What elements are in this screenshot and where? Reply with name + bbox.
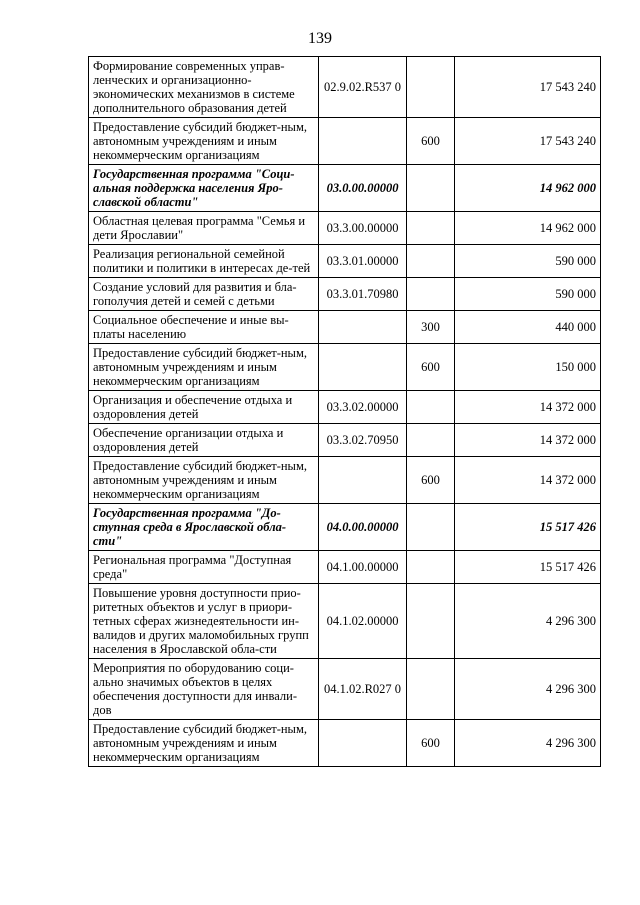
budget-table-body bbox=[89, 57, 601, 767]
table-row bbox=[89, 584, 601, 659]
row-name: Предоставление субсидий бюджет-ным, автономным учреждениям и иным некоммерческим организациям bbox=[89, 118, 319, 165]
row-code bbox=[319, 311, 407, 344]
row-expense-type bbox=[407, 212, 455, 245]
row-code: 03.3.00.00000 bbox=[319, 212, 407, 245]
row-amount: 15 517 426 bbox=[455, 504, 601, 551]
table-row bbox=[89, 57, 601, 118]
row-code: 04.1.02.R027 0 bbox=[319, 659, 407, 720]
table-row bbox=[89, 311, 601, 344]
row-expense-type: 600 bbox=[407, 457, 455, 504]
row-amount: 150 000 bbox=[455, 344, 601, 391]
row-expense-type: 600 bbox=[407, 118, 455, 165]
row-code: 02.9.02.R537 0 bbox=[319, 57, 407, 118]
row-amount: 14 372 000 bbox=[455, 457, 601, 504]
row-name: Реализация региональной семейной политики и политики в интересах де-тей bbox=[89, 245, 319, 278]
row-expense-type: 600 bbox=[407, 720, 455, 767]
row-expense-type bbox=[407, 165, 455, 212]
row-amount: 14 962 000 bbox=[455, 165, 601, 212]
row-expense-type bbox=[407, 551, 455, 584]
table-row bbox=[89, 551, 601, 584]
row-amount: 4 296 300 bbox=[455, 659, 601, 720]
row-amount: 4 296 300 bbox=[455, 584, 601, 659]
table-row bbox=[89, 118, 601, 165]
row-code: 03.3.01.00000 bbox=[319, 245, 407, 278]
table-row bbox=[89, 720, 601, 767]
row-amount: 590 000 bbox=[455, 278, 601, 311]
row-name: Мероприятия по оборудованию соци-ально значимых объектов в целях обеспечения доступности для инвали-дов bbox=[89, 659, 319, 720]
row-amount: 17 543 240 bbox=[455, 57, 601, 118]
row-name: Региональная программа "Доступная среда" bbox=[89, 551, 319, 584]
row-name: Организация и обеспечение отдыха и оздоровления детей bbox=[89, 391, 319, 424]
row-code: 03.3.02.00000 bbox=[319, 391, 407, 424]
row-name: Социальное обеспечение и иные вы-платы населению bbox=[89, 311, 319, 344]
row-code bbox=[319, 118, 407, 165]
row-code: 04.0.00.00000 bbox=[319, 504, 407, 551]
row-name: Формирование современных управ-ленческих и организационно-экономических механизмов в системе дополнительного образования детей bbox=[89, 57, 319, 118]
row-expense-type bbox=[407, 57, 455, 118]
row-expense-type bbox=[407, 659, 455, 720]
row-amount: 14 372 000 bbox=[455, 424, 601, 457]
row-code: 03.0.00.00000 bbox=[319, 165, 407, 212]
program-row bbox=[89, 504, 601, 551]
page-number: 139 bbox=[308, 30, 332, 47]
row-name: Государственная программа "До-ступная среда в Ярославской обла-сти" bbox=[89, 504, 319, 551]
row-amount: 440 000 bbox=[455, 311, 601, 344]
row-amount: 14 372 000 bbox=[455, 391, 601, 424]
row-expense-type bbox=[407, 245, 455, 278]
row-expense-type bbox=[407, 278, 455, 311]
row-name: Предоставление субсидий бюджет-ным, автономным учреждениям и иным некоммерческим организациям bbox=[89, 720, 319, 767]
row-name: Предоставление субсидий бюджет-ным, автономным учреждениям и иным некоммерческим организациям bbox=[89, 344, 319, 391]
program-row bbox=[89, 165, 601, 212]
row-expense-type bbox=[407, 584, 455, 659]
row-code bbox=[319, 457, 407, 504]
row-expense-type: 600 bbox=[407, 344, 455, 391]
row-code bbox=[319, 344, 407, 391]
row-code: 04.1.02.00000 bbox=[319, 584, 407, 659]
row-code: 03.3.01.70980 bbox=[319, 278, 407, 311]
table-row bbox=[89, 344, 601, 391]
table-row bbox=[89, 457, 601, 504]
row-expense-type bbox=[407, 391, 455, 424]
row-code: 03.3.02.70950 bbox=[319, 424, 407, 457]
row-expense-type: 300 bbox=[407, 311, 455, 344]
table-row bbox=[89, 424, 601, 457]
row-expense-type bbox=[407, 504, 455, 551]
table-row bbox=[89, 391, 601, 424]
row-amount: 590 000 bbox=[455, 245, 601, 278]
row-name: Создание условий для развития и бла-гополучия детей и семей с детьми bbox=[89, 278, 319, 311]
row-name: Областная целевая программа "Семья и дети Ярославии" bbox=[89, 212, 319, 245]
row-amount: 15 517 426 bbox=[455, 551, 601, 584]
row-amount: 4 296 300 bbox=[455, 720, 601, 767]
row-code: 04.1.00.00000 bbox=[319, 551, 407, 584]
row-amount: 17 543 240 bbox=[455, 118, 601, 165]
budget-table bbox=[88, 56, 601, 767]
table-row bbox=[89, 659, 601, 720]
table-row bbox=[89, 245, 601, 278]
row-code bbox=[319, 720, 407, 767]
row-name: Государственная программа "Соци-альная поддержка населения Яро-славской области" bbox=[89, 165, 319, 212]
table-row bbox=[89, 212, 601, 245]
row-amount: 14 962 000 bbox=[455, 212, 601, 245]
table-row bbox=[89, 278, 601, 311]
row-name: Предоставление субсидий бюджет-ным, автономным учреждениям и иным некоммерческим организациям bbox=[89, 457, 319, 504]
row-expense-type bbox=[407, 424, 455, 457]
row-name: Обеспечение организации отдыха и оздоровления детей bbox=[89, 424, 319, 457]
row-name: Повышение уровня доступности прио-ритетных объектов и услуг в приори-тетных сферах жизнедеятельности ин-валидов и других маломобильных групп населения в Ярославской обла-сти bbox=[89, 584, 319, 659]
